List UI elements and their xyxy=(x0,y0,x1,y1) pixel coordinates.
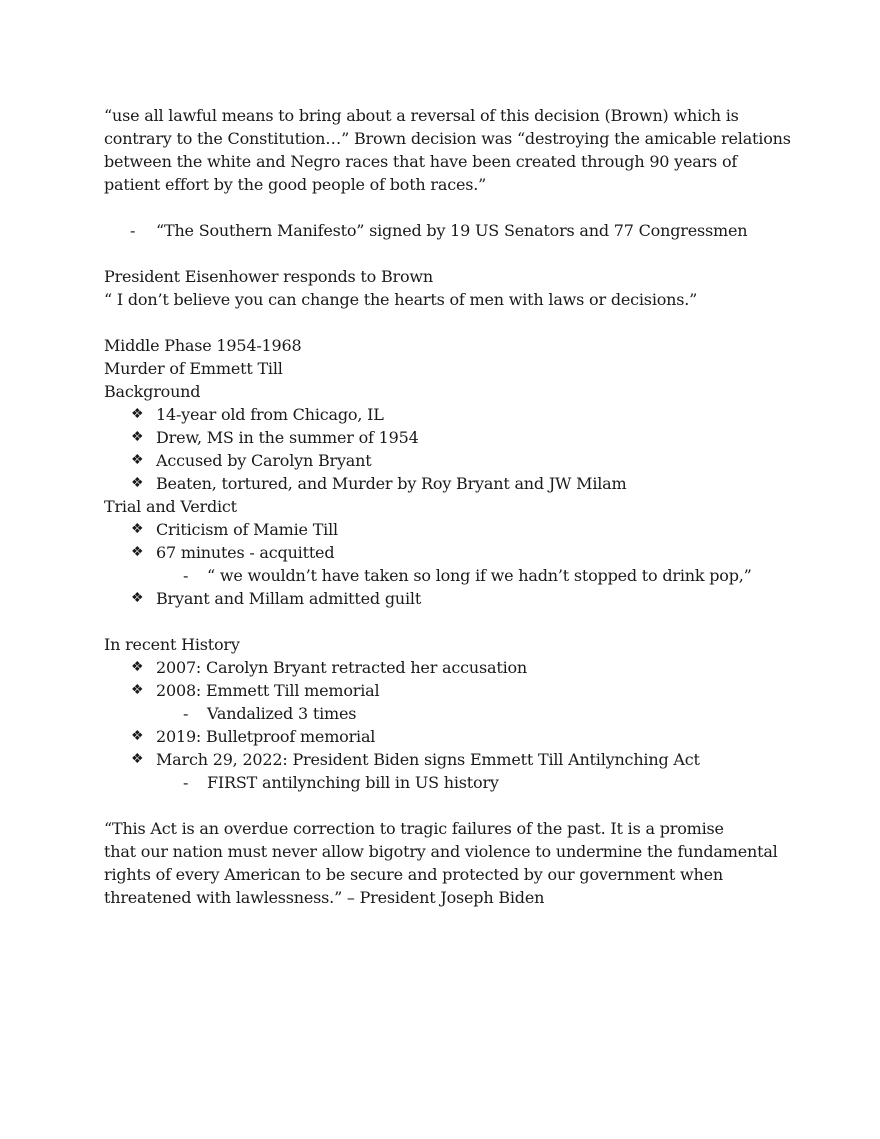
bullet-icon: ❖ xyxy=(131,544,144,560)
trial-item-2: 67 minutes - acquitted xyxy=(156,543,335,562)
quote2-line-4: threatened with lawlessness.” – President Joseph Biden xyxy=(104,888,545,907)
dash-marker: - xyxy=(130,221,136,240)
bullet-icon: ❖ xyxy=(131,429,144,445)
dash-marker: - xyxy=(183,566,189,585)
bullet-icon: ❖ xyxy=(131,452,144,468)
quote2-line-1: “This Act is an overdue correction to tragic failures of the past. It is a promise xyxy=(104,819,724,838)
quote1-line-2: contrary to the Constitution…” Brown decision was “destroying the amicable relations xyxy=(104,129,791,148)
bullet-icon: ❖ xyxy=(131,406,144,422)
bullet-icon: ❖ xyxy=(131,682,144,698)
bullet-icon: ❖ xyxy=(131,475,144,491)
bullet-icon: ❖ xyxy=(131,521,144,537)
eisenhower-quote: “ I don’t believe you can change the hearts of men with laws or decisions.” xyxy=(104,290,698,309)
bullet-icon: ❖ xyxy=(131,590,144,606)
trial-item-3: Bryant and Millam admitted guilt xyxy=(156,589,422,608)
manifesto-text: “The Southern Manifesto” signed by 19 US Senators and 77 Congressmen xyxy=(156,221,748,240)
recent-item-4: March 29, 2022: President Biden signs Emmett Till Antilynching Act xyxy=(156,750,700,769)
background-item-3: Accused by Carolyn Bryant xyxy=(156,451,372,470)
eisenhower-heading: President Eisenhower responds to Brown xyxy=(104,267,433,286)
quote2-line-2: that our nation must never allow bigotry and violence to undermine the fundamental xyxy=(104,842,778,861)
trial-subitem: “ we wouldn’t have taken so long if we hadn’t stopped to drink pop,” xyxy=(207,566,752,585)
quote1-line-3: between the white and Negro races that have been created through 90 years of xyxy=(104,152,738,171)
recent-heading: In recent History xyxy=(104,635,240,654)
trial-item-1: Criticism of Mamie Till xyxy=(156,520,338,539)
quote1-line-4: patient effort by the good people of both races.” xyxy=(104,175,487,194)
trial-label: Trial and Verdict xyxy=(104,497,237,516)
background-item-4: Beaten, tortured, and Murder by Roy Bryant and JW Milam xyxy=(156,474,627,493)
recent-item-4-sub: FIRST antilynching bill in US history xyxy=(207,773,499,792)
background-item-1: 14-year old from Chicago, IL xyxy=(156,405,384,424)
bullet-icon: ❖ xyxy=(131,751,144,767)
middle-phase-heading: Middle Phase 1954-1968 xyxy=(104,336,302,355)
background-label: Background xyxy=(104,382,201,401)
recent-item-2-sub: Vandalized 3 times xyxy=(207,704,357,723)
recent-item-2: 2008: Emmett Till memorial xyxy=(156,681,380,700)
recent-item-3: 2019: Bulletproof memorial xyxy=(156,727,376,746)
quote1-line-1: “use all lawful means to bring about a reversal of this decision (Brown) which is xyxy=(104,106,739,125)
emmett-till-heading: Murder of Emmett Till xyxy=(104,359,283,378)
background-item-2: Drew, MS in the summer of 1954 xyxy=(156,428,419,447)
dash-marker: - xyxy=(183,773,189,792)
dash-marker: - xyxy=(183,704,189,723)
bullet-icon: ❖ xyxy=(131,659,144,675)
recent-item-1: 2007: Carolyn Bryant retracted her accusation xyxy=(156,658,528,677)
bullet-icon: ❖ xyxy=(131,728,144,744)
quote2-line-3: rights of every American to be secure and protected by our government when xyxy=(104,865,723,884)
